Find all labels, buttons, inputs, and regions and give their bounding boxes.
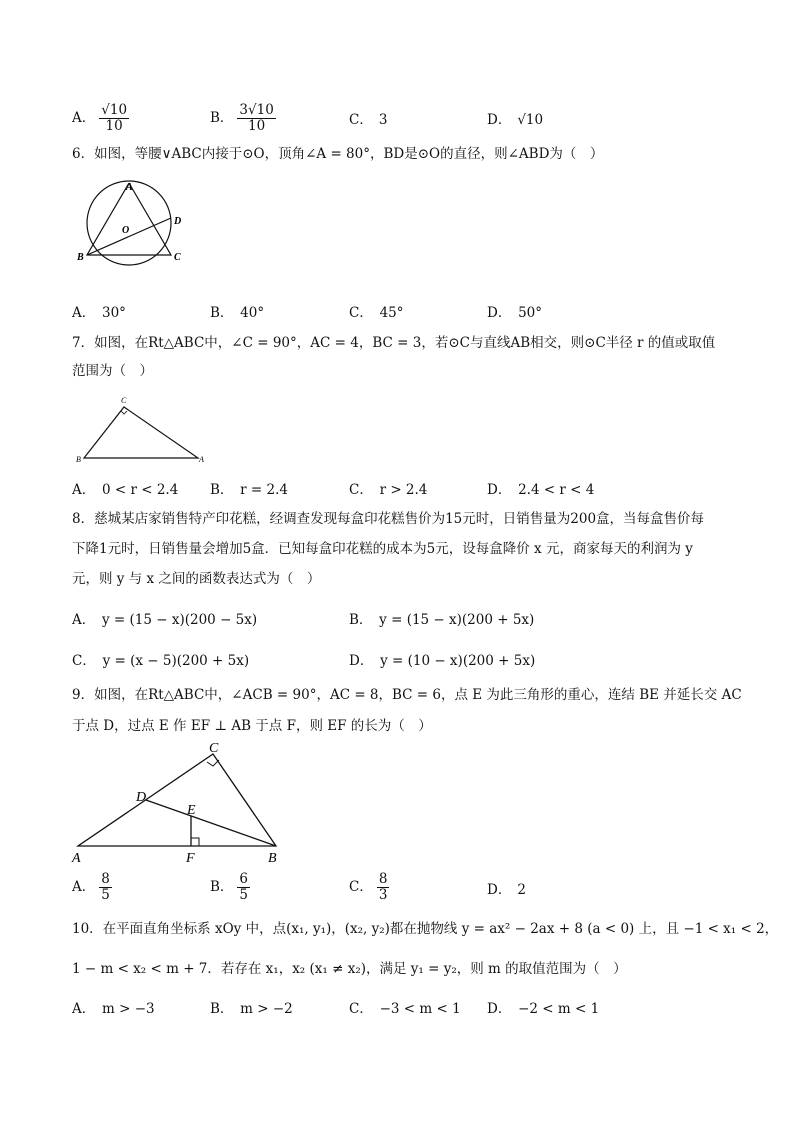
q6-stem: 6．如图，等腰∨ABC内接于⊙O，顶角∠A = 80°，BD是⊙O的直径，则∠ABD为（ ） <box>72 146 604 162</box>
q9-label-a: A <box>72 851 81 866</box>
q9-right-angle-f <box>191 838 199 846</box>
q9-option-d: D． 2 <box>487 882 526 898</box>
q9-option-c: C． $\frac{8}{3}$ <box>349 871 388 903</box>
q7-stem-line1: 7．如图，在Rt△ABC中，∠C = 90°，AC = 4，BC = 3，若⊙C与直线AB相交，则⊙C半径 r 的值或取值 <box>72 335 716 351</box>
q9-option-b: B． $\frac{6}{5}$ <box>210 871 249 903</box>
q7-right-angle-mark <box>121 411 127 414</box>
q9-label-b: B <box>268 851 277 866</box>
q5-option-a: A． $\frac{√10}{10}$ <box>72 102 128 134</box>
q5-option-d: D． √10 <box>487 112 544 128</box>
q6-label-d: D <box>174 216 182 227</box>
q9-option-b-fraction: $\frac{6}{5}$ <box>239 871 249 903</box>
q9-label-d: D <box>136 790 147 805</box>
q8-stem-line1: 8．慈城某店家销售特产印花糕，经调查发现每盒印花糕售价为15元时，日销售量为200盒，当每盒售价每 <box>72 511 705 527</box>
q6-diameter-bd <box>87 218 171 255</box>
q9-option-a: A． $\frac{8}{5}$ <box>72 871 110 903</box>
q8-option-d: D． y = (10 − x)(200 + 5x) <box>349 653 536 669</box>
q10-option-d: D． −2 < m < 1 <box>487 1001 600 1017</box>
q7-option-b: B． r = 2.4 <box>210 482 288 498</box>
q9-triangle-abc <box>78 754 276 846</box>
q10-stem-line2: 1 − m < x₂ < m + 7．若存在 x₁，x₂ (x₁ ≠ x₂)，满足 y₁ = y₂，则 m 的取值范围为（ ） <box>72 961 627 977</box>
q10-option-b: B． m > −2 <box>210 1001 293 1017</box>
q7-option-c: C． r > 2.4 <box>349 482 428 498</box>
q8-option-c: C． y = (x − 5)(200 + 5x) <box>72 653 250 669</box>
q5-option-b-fraction: $\frac{3√10}{10}$ <box>239 102 274 134</box>
q6-option-c: C． 45° <box>349 305 404 321</box>
q10-option-a: A． m > −3 <box>72 1001 155 1017</box>
q7-triangle-abc <box>84 407 198 458</box>
q6-option-d: D． 50° <box>487 305 543 321</box>
q6-label-o: O <box>122 225 130 236</box>
q7-label-c: C <box>121 396 127 405</box>
q10-option-c: C． −3 < m < 1 <box>349 1001 461 1017</box>
q9-label-f: F <box>186 851 195 866</box>
q7-label-b: B <box>76 455 81 464</box>
q9-stem-line1: 9．如图，在Rt△ABC中，∠ACB = 90°，AC = 8，BC = 6，点 E 为此三角形的重心，连结 BE 并延长交 AC <box>72 687 742 703</box>
q9-figure-triangle-centroid <box>70 738 290 868</box>
q8-stem-line2: 下降1元时，日销售量会增加5盒．已知每盒印花糕的成本为5元，设每盒降价 x 元，商家每天的利润为 y <box>72 541 693 557</box>
q9-stem-line2: 于点 D，过点 E 作 EF ⊥ AB 于点 F，则 EF 的长为（ ） <box>72 718 432 734</box>
q5-option-a-fraction: $\frac{√10}{10}$ <box>101 102 128 134</box>
q6-option-b: B． 40° <box>210 305 265 321</box>
q7-figure-right-triangle <box>72 392 212 467</box>
q5-option-b: B． $\frac{3√10}{10}$ <box>210 102 274 134</box>
q7-label-a: A <box>199 455 204 464</box>
q6-figure-circle-triangle <box>72 178 202 268</box>
q9-label-c: C <box>209 741 219 756</box>
q9-segment-bd <box>146 800 276 846</box>
q8-stem-line3: 元，则 y 与 x 之间的函数表达式为（ ） <box>72 571 321 587</box>
q7-stem-line2: 范围为（ ） <box>72 363 153 379</box>
q6-label-b: B <box>77 252 84 263</box>
q6-label-a: A <box>126 182 133 193</box>
q5-option-c: C． 3 <box>349 112 388 128</box>
q9-label-e: E <box>187 803 196 818</box>
q8-option-a: A． y = (15 − x)(200 − 5x) <box>72 612 258 628</box>
q10-stem-line1: 10．在平面直角坐标系 xOy 中，点(x₁, y₁)，(x₂, y₂)都在抛物线 y = ax² − 2ax + 8 (a < 0) 上，且 −1 < x₁ < 2， <box>72 921 779 937</box>
q6-label-c: C <box>174 252 181 263</box>
q7-option-a: A． 0 < r < 2.4 <box>72 482 179 498</box>
q7-option-d: D． 2.4 < r < 4 <box>487 482 595 498</box>
q8-option-b: B． y = (15 − x)(200 + 5x) <box>349 612 535 628</box>
q6-option-a: A． 30° <box>72 305 126 321</box>
q9-option-c-fraction: $\frac{8}{3}$ <box>378 871 388 903</box>
q9-option-a-fraction: $\frac{8}{5}$ <box>101 871 110 903</box>
